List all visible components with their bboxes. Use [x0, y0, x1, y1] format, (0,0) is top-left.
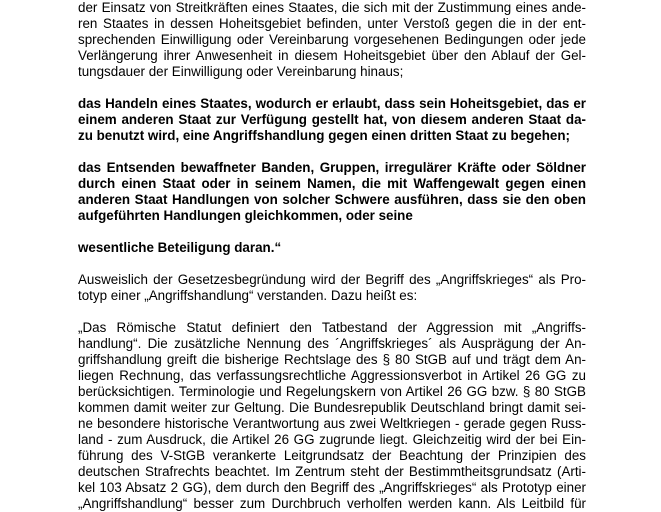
paragraph-territory-use — [78, 96, 586, 144]
paragraph-spacer — [78, 80, 586, 96]
text-line: sprechenden Einwilligung oder Vereinbarung vorgesehenen Bedingungen oder jede — [78, 32, 586, 47]
text-line: wesentliche Beteiligung daran.“ — [78, 240, 282, 255]
text-line: anderen Staat Handlungen von solcher Schwere ausführen, dass sie den oben — [78, 192, 586, 207]
text-line: Verlängerung ihrer Anwesenheit in diesem Hoheitsgebiet über den Ablauf der Gel- — [78, 48, 586, 63]
paragraph-spacer — [78, 224, 586, 240]
paragraph-spacer — [78, 304, 586, 320]
text-line: tungsdauer der Einwilligung oder Vereinbarung hinaus; — [78, 64, 404, 79]
text-line: kommen damit weiter zur Geltung. Die Bundesrepublik Deutschland bringt damit sei- — [78, 400, 586, 415]
text-line: ren Staates in dessen Hoheitsgebiet befinden, unter Verstoß gegen die in der ent- — [78, 16, 586, 31]
paragraph-rome-statute-quote — [78, 320, 586, 512]
text-line: das Entsenden bewaffneter Banden, Gruppen, irregulärer Kräfte oder Söldner — [78, 160, 586, 175]
text-line: Ausweislich der Gesetzesbegründung wird der Begriff des „Angriffskrieges“ als Pro- — [78, 272, 586, 287]
text-line: zu benutzt wird, eine Angriffshandlung gegen einen dritten Staat zu begehen; — [78, 128, 570, 143]
text-line: handlung“. Die zusätzliche Nennung des ´Angriffskrieges´ als Ausprägung der An- — [78, 336, 586, 351]
text-line: land - zum Ausdruck, die Artikel 26 GG zugrunde liegt. Gleichzeitig wird der bei Ein- — [78, 432, 586, 447]
text-line: kel 103 Absatz 2 GG), dem durch den Begriff des „Angriffskrieges“ als Prototyp einer — [78, 480, 586, 495]
text-line: totyp einer „Angriffshandlung“ verstanden. Dazu heißt es: — [78, 288, 418, 303]
text-line: das Handeln eines Staates, wodurch er erlaubt, dass sein Hoheitsgebiet, das er — [78, 96, 586, 111]
text-line: „Angriffshandlung“ besser zum Durchbruch verholfen werden kann. Als Leitbild für — [78, 496, 586, 511]
text-line: deutschen Strafrechts beachtet. Im Zentrum steht der Bestimmtheitsgrundsatz (Arti- — [78, 464, 586, 479]
document-page — [78, 0, 586, 512]
text-line: der Einsatz von Streitkräften eines Staates, die sich mit der Zustimmung eines ande- — [78, 0, 586, 15]
paragraph-substantial-involvement — [78, 240, 586, 256]
paragraph-use-of-armed-forces — [78, 0, 586, 80]
paragraph-spacer — [78, 144, 586, 160]
text-line: durch einen Staat oder in seinem Namen, die mit Waffengewalt gegen einen — [78, 176, 586, 191]
paragraph-armed-bands — [78, 160, 586, 224]
text-line: führung des V-StGB verankerte Leitgrundsatz der Beachtung der Prinzipien des — [78, 448, 586, 463]
text-line: ne besondere historische Verantwortung aus zwei Weltkriegen - gerade gegen Russ- — [78, 416, 586, 431]
paragraph-spacer — [78, 256, 586, 272]
text-line: aufgeführten Handlungen gleichkommen, oder seine — [78, 208, 413, 223]
text-line: einem anderen Staat zur Verfügung gestellt hat, von diesem anderen Staat da- — [78, 112, 586, 127]
text-line: berücksichtigen. Terminologie und Regelungskern von Artikel 26 GG bzw. § 80 StGB — [78, 384, 586, 399]
text-line: „Das Römische Statut definiert den Tatbestand der Aggression mit „Angriffs- — [78, 320, 586, 335]
text-line: griffshandlung greift die bisherige Rechtslage des § 80 StGB auf und trägt dem An- — [78, 352, 586, 367]
text-line: liegen Rechnung, das verfassungsrechtliche Aggressionsverbot in Artikel 26 GG zu — [78, 368, 586, 383]
paragraph-legislative-reasoning — [78, 272, 586, 304]
